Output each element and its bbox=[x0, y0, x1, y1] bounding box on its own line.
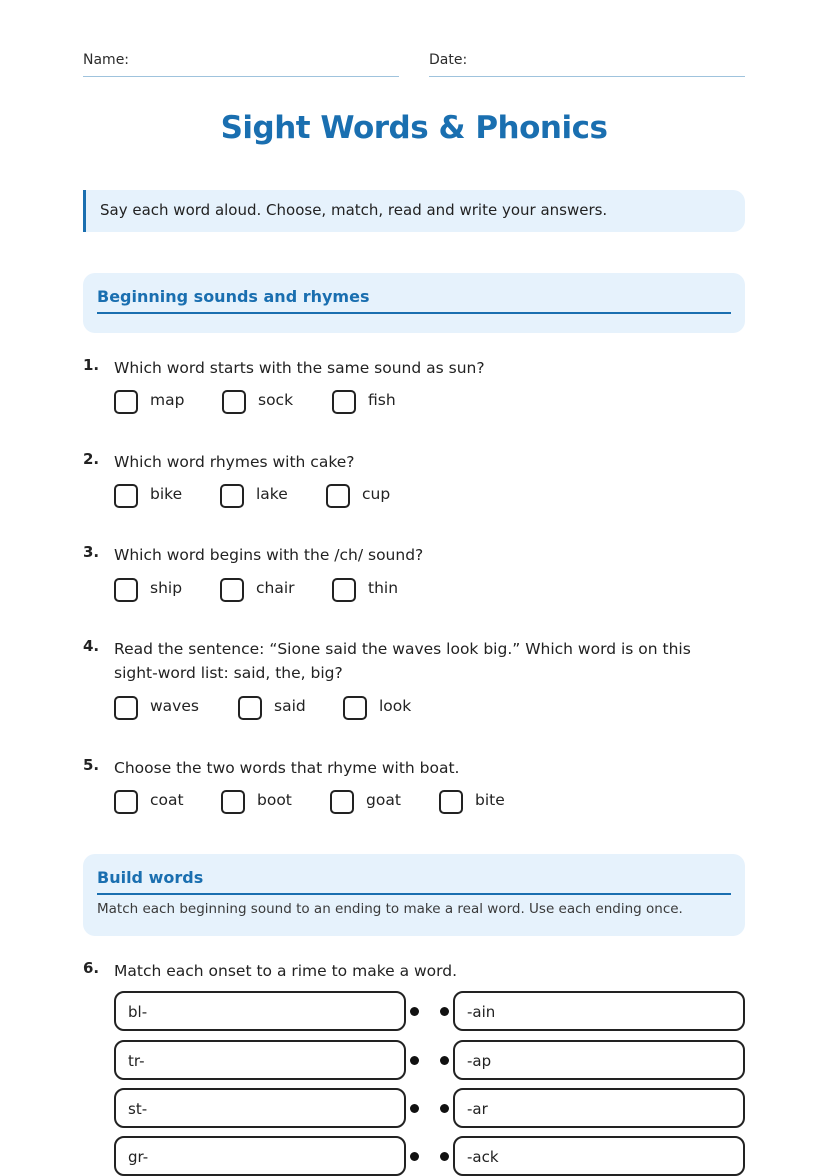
option-label: cup bbox=[362, 485, 391, 503]
section-title: Build words bbox=[97, 868, 731, 895]
checkbox[interactable] bbox=[114, 484, 138, 508]
question-4 bbox=[83, 637, 745, 722]
instructions-text: Say each word aloud. Choose, match, read and write your answers. bbox=[100, 201, 608, 219]
question-number: 3. bbox=[83, 543, 100, 561]
option-label: fish bbox=[368, 391, 396, 409]
option-label: bike bbox=[150, 485, 183, 503]
option-label: chair bbox=[256, 579, 295, 597]
question-number: 1. bbox=[83, 356, 100, 374]
section-build-words bbox=[83, 854, 745, 936]
question-text: Read the sentence: “Sione said the waves look big.” Which word is on this sight-word list: said, the, big? bbox=[114, 640, 691, 682]
section-subtitle: Match each beginning sound to an ending to make a real word. Use each ending once. bbox=[97, 901, 683, 917]
rime-box: -ar bbox=[453, 1088, 745, 1128]
match-dot-right[interactable] bbox=[440, 1152, 449, 1161]
match-dot-left[interactable] bbox=[410, 1007, 419, 1016]
checkbox[interactable] bbox=[114, 790, 138, 814]
match-dot-left[interactable] bbox=[410, 1104, 419, 1113]
option-label: boot bbox=[257, 791, 292, 809]
onset-box: gr- bbox=[114, 1136, 406, 1176]
question-2 bbox=[83, 450, 745, 510]
option-label: coat bbox=[150, 791, 184, 809]
question-text: Which word rhymes with cake? bbox=[114, 453, 355, 471]
rime-box: -ain bbox=[453, 991, 745, 1031]
checkbox[interactable] bbox=[332, 578, 356, 602]
option-label: thin bbox=[368, 579, 399, 597]
question-number: 2. bbox=[83, 450, 100, 468]
checkbox[interactable] bbox=[114, 578, 138, 602]
question-text: Which word begins with the /ch/ sound? bbox=[114, 546, 424, 564]
checkbox[interactable] bbox=[114, 390, 138, 414]
question-text: Which word starts with the same sound as sun? bbox=[114, 359, 485, 377]
name-label: Name: bbox=[83, 52, 130, 68]
section-title: Beginning sounds and rhymes bbox=[97, 287, 731, 314]
checkbox[interactable] bbox=[220, 484, 244, 508]
question-6 bbox=[83, 959, 745, 989]
rime-box: -ack bbox=[453, 1136, 745, 1176]
option-label: map bbox=[150, 391, 185, 409]
checkbox[interactable] bbox=[332, 390, 356, 414]
question-5 bbox=[83, 756, 745, 816]
checkbox[interactable] bbox=[343, 696, 367, 720]
date-field[interactable] bbox=[429, 52, 745, 77]
question-number: 5. bbox=[83, 756, 100, 774]
checkbox[interactable] bbox=[220, 578, 244, 602]
option-label: lake bbox=[256, 485, 288, 503]
checkbox[interactable] bbox=[330, 790, 354, 814]
name-field[interactable] bbox=[83, 52, 399, 77]
option-label: waves bbox=[150, 697, 199, 715]
match-row bbox=[114, 1136, 745, 1176]
match-row bbox=[114, 1040, 745, 1080]
checkbox[interactable] bbox=[326, 484, 350, 508]
instructions-box bbox=[83, 190, 745, 232]
option-label: said bbox=[274, 697, 306, 715]
checkbox[interactable] bbox=[238, 696, 262, 720]
option-label: goat bbox=[366, 791, 401, 809]
question-number: 4. bbox=[83, 637, 100, 655]
question-3 bbox=[83, 543, 745, 603]
question-text: Match each onset to a rime to make a word. bbox=[114, 962, 458, 980]
match-dot-right[interactable] bbox=[440, 1056, 449, 1065]
option-label: ship bbox=[150, 579, 183, 597]
date-label: Date: bbox=[429, 52, 468, 68]
question-1 bbox=[83, 356, 745, 416]
header-fields bbox=[83, 52, 745, 78]
checkbox[interactable] bbox=[114, 696, 138, 720]
onset-box: st- bbox=[114, 1088, 406, 1128]
question-number: 6. bbox=[83, 959, 100, 977]
option-label: sock bbox=[258, 391, 294, 409]
page-title: Sight Words & Phonics bbox=[220, 110, 608, 146]
match-dot-right[interactable] bbox=[440, 1007, 449, 1016]
checkbox[interactable] bbox=[221, 790, 245, 814]
question-text: Choose the two words that rhyme with boat. bbox=[114, 759, 460, 777]
match-dot-right[interactable] bbox=[440, 1104, 449, 1113]
option-label: look bbox=[379, 697, 412, 715]
checkbox[interactable] bbox=[222, 390, 246, 414]
match-row bbox=[114, 991, 745, 1031]
onset-box: tr- bbox=[114, 1040, 406, 1080]
rime-box: -ap bbox=[453, 1040, 745, 1080]
option-label: bite bbox=[475, 791, 505, 809]
checkbox[interactable] bbox=[439, 790, 463, 814]
onset-box: bl- bbox=[114, 991, 406, 1031]
match-dot-left[interactable] bbox=[410, 1056, 419, 1065]
section-beginning-sounds bbox=[83, 273, 745, 333]
match-dot-left[interactable] bbox=[410, 1152, 419, 1161]
match-row bbox=[114, 1088, 745, 1128]
